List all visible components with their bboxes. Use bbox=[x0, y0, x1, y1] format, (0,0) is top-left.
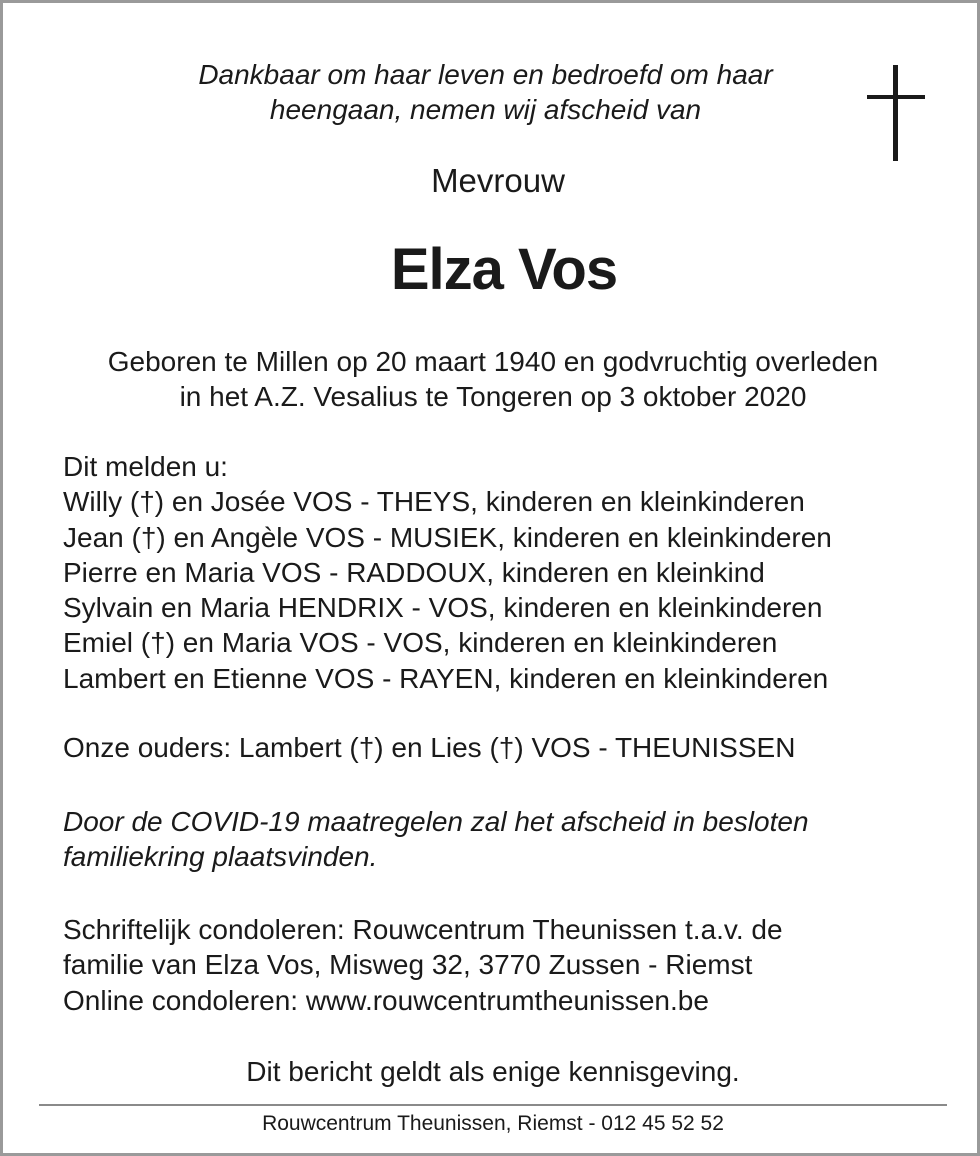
family-line: Lambert en Etienne VOS - RAYEN, kinderen en kleinkinderen bbox=[63, 662, 829, 694]
family-line: Willy (†) en Josée VOS - THEYS, kinderen en kleinkinderen bbox=[63, 486, 805, 518]
parents-text: Onze ouders: Lambert (†) en Lies (†) VOS - THEUNISSEN bbox=[63, 732, 796, 763]
birth-death-text bbox=[43, 344, 943, 414]
condolences-line-1: Schriftelijk condoleren: Rouwcentrum Theunissen t.a.v. de bbox=[63, 914, 783, 945]
condolences-line-2: familie van Elza Vos, Misweg 32, 3770 Zussen - Riemst bbox=[63, 949, 753, 981]
covid-line-1: Door de COVID-19 maatregelen zal het afscheid in besloten bbox=[63, 806, 809, 837]
family-list bbox=[63, 449, 953, 696]
intro-line-2: heengaan, nemen wij afscheid van bbox=[269, 94, 702, 125]
birth-death-line-2: in het A.Z. Vesalius te Tongeren op 3 oktober 2020 bbox=[179, 381, 807, 412]
family-heading: Dit melden u: bbox=[63, 451, 228, 482]
covid-line-2: familiekring plaatsvinden. bbox=[63, 841, 378, 873]
final-notice: Dit bericht geldt als enige kennisgeving. bbox=[246, 1056, 740, 1087]
covid-notice bbox=[63, 804, 953, 875]
family-line: Sylvain en Maria HENDRIX - VOS, kinderen en kleinkinderen bbox=[63, 592, 823, 624]
family-line: Emiel (†) en Maria VOS - VOS, kinderen en kleinkinderen bbox=[63, 627, 778, 659]
intro-text bbox=[123, 57, 848, 127]
footer-text: Rouwcentrum Theunissen, Riemst - 012 45 52 52 bbox=[262, 1112, 724, 1135]
family-line: Pierre en Maria VOS - RADDOUX, kinderen en kleinkind bbox=[63, 556, 765, 588]
salutation: Mevrouw bbox=[431, 162, 565, 199]
parents-line bbox=[63, 730, 953, 765]
condolences-info bbox=[63, 912, 953, 1018]
condolences-line-3: Online condoleren: www.rouwcentrumtheunissen.be bbox=[63, 984, 709, 1016]
deceased-name: Elza Vos bbox=[390, 237, 618, 302]
footer-divider bbox=[39, 1104, 947, 1106]
family-line: Jean (†) en Angèle VOS - MUSIEK, kinderen en kleinkinderen bbox=[63, 521, 832, 553]
cross-icon bbox=[867, 65, 925, 161]
birth-death-line-1: Geboren te Millen op 20 maart 1940 en godvruchtig overleden bbox=[107, 346, 879, 377]
intro-line-1: Dankbaar om haar leven en bedroefd om haar bbox=[198, 59, 773, 90]
